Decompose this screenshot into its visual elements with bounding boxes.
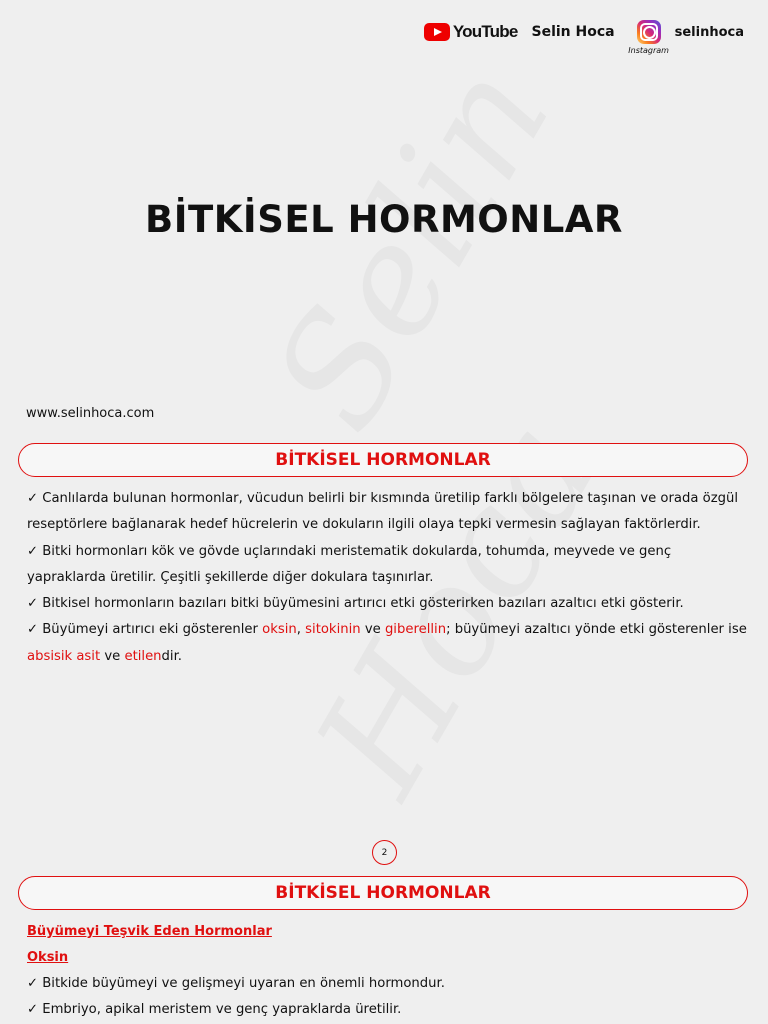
text-segment: , (296, 622, 306, 638)
youtube-channel-name[interactable]: Selin Hoca (531, 24, 615, 40)
text-segment: ; büyümeyi azaltıcı yönde etki gösterenler ise (446, 622, 747, 638)
youtube-logo[interactable] (424, 22, 518, 42)
bullet-hormone-types (27, 617, 752, 670)
page-number: 2 (372, 840, 397, 865)
section1-body (27, 486, 752, 670)
page-title: BİTKİSEL HORMONLAR (145, 198, 623, 241)
bullet-hormone-definition: ✓ Canlılarda bulunan hormonlar, vücudun belirli bir kısmında üretilip farklı bölgelere taşınan ve orada özgül reseptörlere bağlanarak hedef hücrelerin ve dokuların ilgili olaya tepki vermesin sağlayan faktörlerdir. (27, 491, 739, 533)
instagram-handle[interactable]: selinhoca (674, 24, 744, 40)
term-sitokinin: sitokinin (305, 622, 361, 638)
term-giberellin: giberellin (384, 622, 447, 638)
text-segment: ve (100, 648, 125, 664)
bullet-oksin-production: ✓ Embriyo, apikal meristem ve genç yapraklarda üretilir. (27, 1002, 402, 1018)
section-banner: BİTKİSEL HORMONLAR (18, 876, 748, 910)
instagram-logo[interactable] (628, 20, 669, 55)
watermark-selin (241, 37, 584, 457)
text-segment: ✓ Büyümeyi artırıcı eki gösterenler (27, 622, 263, 638)
website-link[interactable]: www.selinhoca.com (26, 406, 155, 421)
page-header (424, 20, 744, 55)
term-oksin: oksin (262, 622, 297, 638)
section2-body (27, 971, 752, 1024)
bullet-hormone-effects: ✓ Bitkisel hormonların bazıları bitki büyümesini artırıcı etki gösterirken bazıları azaltıcı etki gösterir. (27, 596, 684, 612)
text-segment: ve (360, 622, 385, 638)
bullet-hormone-production: ✓ Bitki hormonları kök ve gövde uçlarındaki meristematik dokularda, tohumda, meyvede ve genç yapraklarda üretilir. Çeşitli şekillerde diğer dokulara taşınırlar. (27, 543, 672, 585)
text-segment: dir. (161, 648, 182, 664)
instagram-caption: Instagram (628, 46, 669, 55)
instagram-icon (637, 20, 661, 44)
bullet-oksin-importance: ✓ Bitkide büyümeyi ve gelişmeyi uyaran en önemli hormondur. (27, 976, 445, 991)
subheading-oksin: Oksin (27, 950, 69, 965)
term-absisik-asit: absisik asit (27, 648, 101, 664)
term-etilen: etilen (124, 648, 162, 664)
section-banner: BİTKİSEL HORMONLAR (18, 443, 748, 477)
subheading-growth-hormones: Büyümeyi Teşvik Eden Hormonlar (27, 924, 272, 939)
youtube-wordmark: YouTube (452, 22, 518, 41)
youtube-play-icon (424, 23, 450, 41)
